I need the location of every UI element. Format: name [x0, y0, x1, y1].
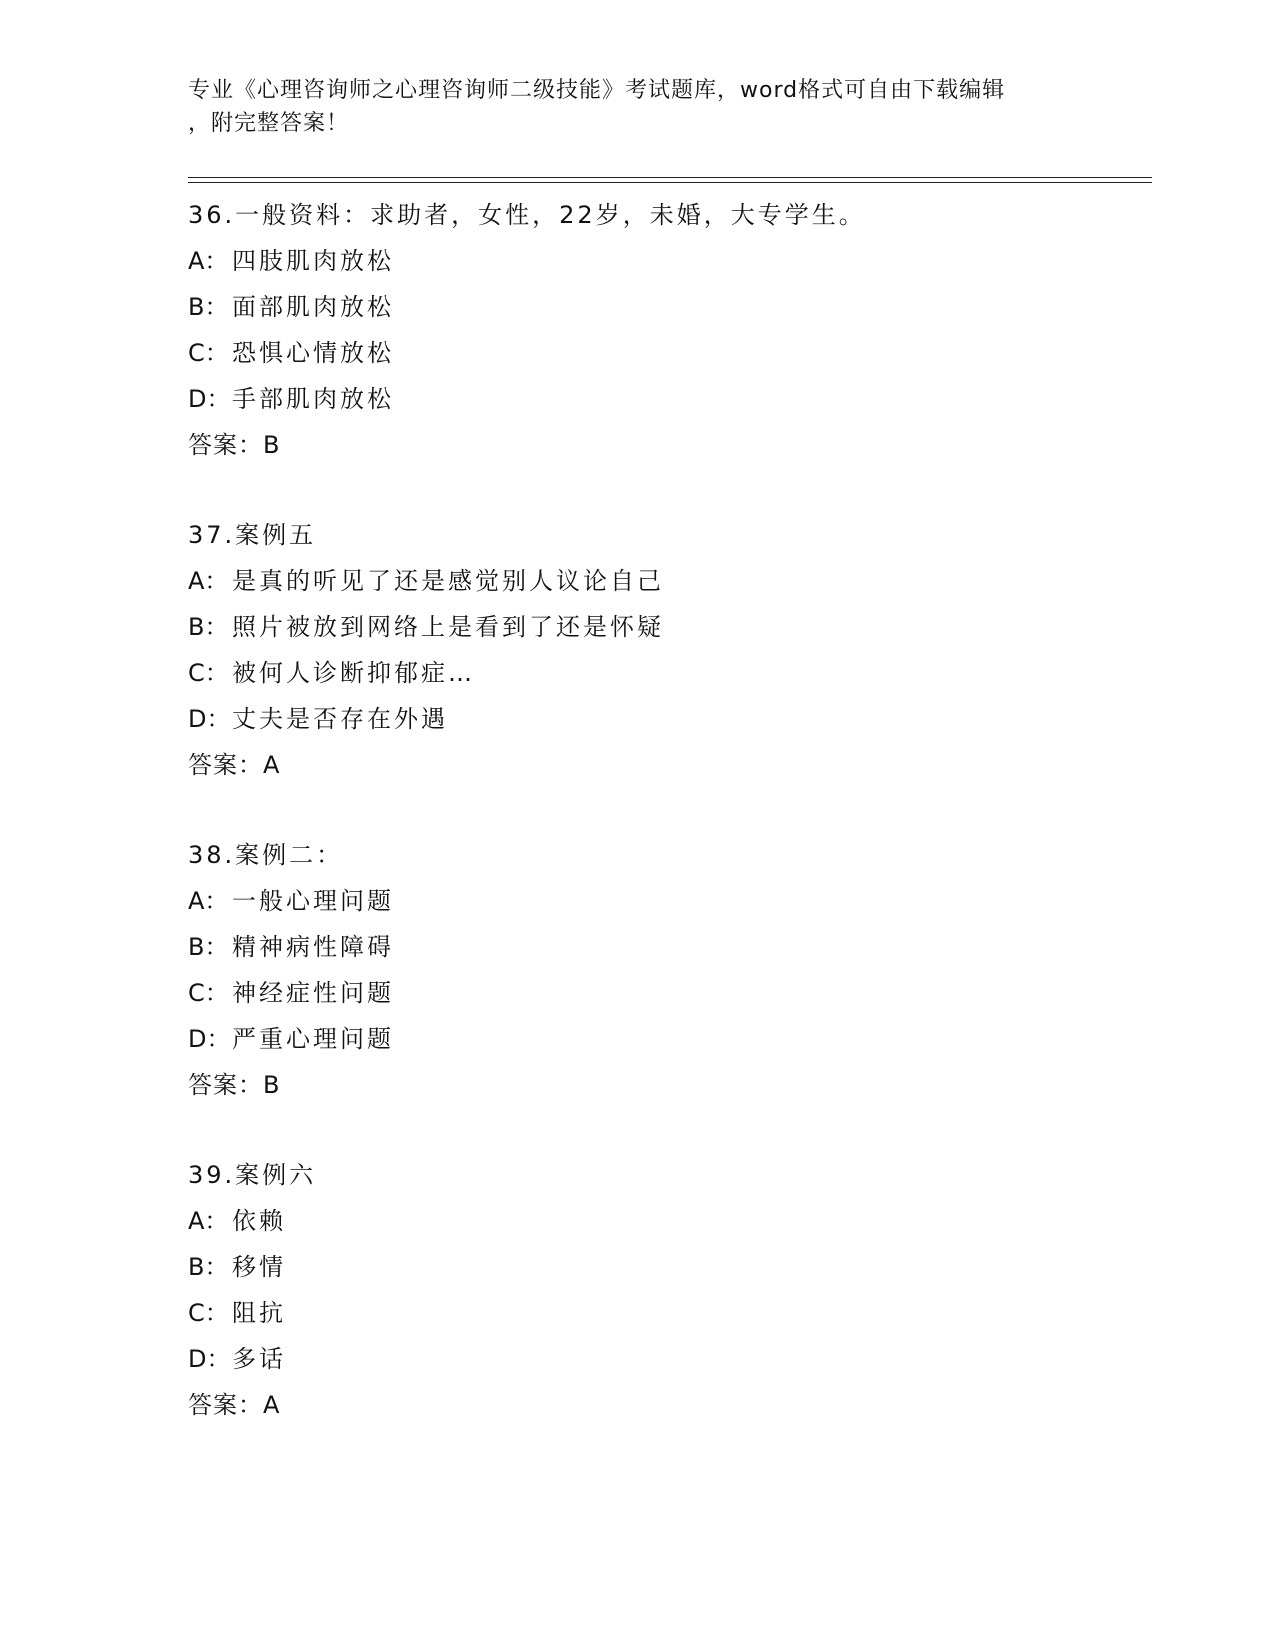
option-text: 手部肌肉放松 — [232, 385, 394, 413]
option-d — [188, 1016, 1148, 1062]
option-d — [188, 696, 1148, 742]
option-text: 阻抗 — [232, 1299, 286, 1327]
question-37 — [188, 512, 1148, 788]
option-text: 移情 — [232, 1253, 286, 1281]
option-letter: A： — [188, 247, 229, 275]
header-divider-top — [188, 177, 1152, 178]
option-a — [188, 238, 1148, 284]
option-letter: A： — [188, 567, 229, 595]
question-stem: 36.一般资料：求助者，女性，22岁，未婚，大专学生。 — [188, 201, 866, 229]
option-letter: D： — [188, 1025, 231, 1053]
option-text: 依赖 — [232, 1207, 286, 1235]
option-text: 精神病性障碍 — [232, 933, 394, 961]
option-text: 多话 — [232, 1345, 286, 1373]
option-text: 丈夫是否存在外遇 — [232, 705, 448, 733]
option-d — [188, 376, 1148, 422]
option-text: 恐惧心情放松 — [232, 339, 394, 367]
option-letter: D： — [188, 705, 231, 733]
option-text: 四肢肌肉放松 — [232, 247, 394, 275]
option-letter: A： — [188, 1207, 229, 1235]
option-a — [188, 1198, 1148, 1244]
option-d — [188, 1336, 1148, 1382]
option-letter: C： — [188, 979, 229, 1007]
option-letter: B： — [188, 933, 229, 961]
document-header — [188, 74, 1088, 140]
option-c — [188, 1290, 1148, 1336]
option-letter: C： — [188, 1299, 229, 1327]
answer-line: 答案：A — [188, 751, 281, 779]
option-text: 一般心理问题 — [232, 887, 394, 915]
option-c — [188, 650, 1148, 696]
header-line-1: 专业《心理咨询师之心理咨询师二级技能》考试题库，word格式可自由下载编辑 — [188, 78, 1006, 103]
option-b — [188, 1244, 1148, 1290]
option-letter: A： — [188, 887, 229, 915]
option-a — [188, 878, 1148, 924]
option-b — [188, 284, 1148, 330]
question-stem: 37.案例五 — [188, 521, 317, 549]
option-letter: D： — [188, 385, 231, 413]
option-letter: B： — [188, 293, 229, 321]
header-divider-bottom — [188, 182, 1152, 183]
answer-line: 答案：A — [188, 1391, 281, 1419]
option-text: 神经症性问题 — [232, 979, 394, 1007]
answer-line: 答案：B — [188, 431, 281, 459]
option-c — [188, 970, 1148, 1016]
option-c — [188, 330, 1148, 376]
option-letter: C： — [188, 339, 229, 367]
answer-line: 答案：B — [188, 1071, 281, 1099]
option-letter: C： — [188, 659, 229, 687]
question-stem: 38.案例二： — [188, 841, 344, 869]
option-b — [188, 604, 1148, 650]
question-39 — [188, 1152, 1148, 1428]
option-letter: B： — [188, 1253, 229, 1281]
option-text: 严重心理问题 — [232, 1025, 394, 1053]
option-text: 面部肌肉放松 — [232, 293, 394, 321]
option-text: 被何人诊断抑郁症… — [232, 659, 475, 687]
question-stem: 39.案例六 — [188, 1161, 317, 1189]
header-line-2: ，附完整答案！ — [188, 111, 350, 136]
option-b — [188, 924, 1148, 970]
option-text: 是真的听见了还是感觉别人议论自己 — [232, 567, 664, 595]
option-a — [188, 558, 1148, 604]
question-36 — [188, 192, 1148, 468]
option-text: 照片被放到网络上是看到了还是怀疑 — [232, 613, 664, 641]
option-letter: D： — [188, 1345, 231, 1373]
option-letter: B： — [188, 613, 229, 641]
question-list — [188, 192, 1148, 1472]
question-38 — [188, 832, 1148, 1108]
